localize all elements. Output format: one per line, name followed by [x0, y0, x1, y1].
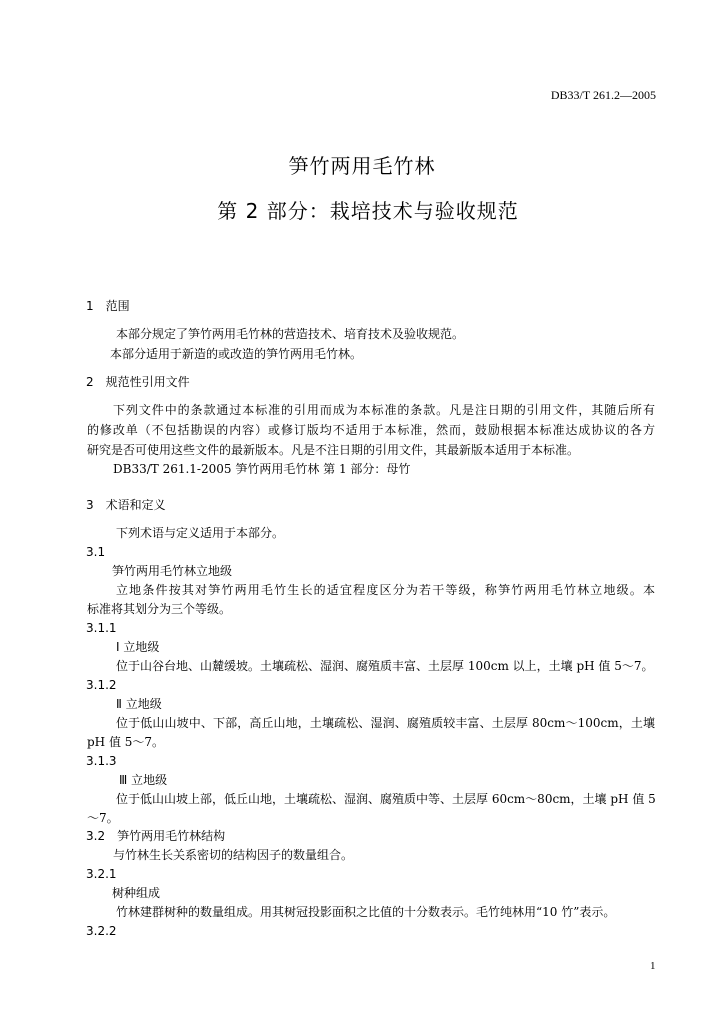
text-line: pH 值 5～7。	[87, 735, 165, 749]
text-line: Ⅱ 立地级	[116, 697, 162, 711]
text-line: 3.1.1	[86, 621, 117, 635]
text-line: 笋竹两用毛竹林立地级	[112, 564, 233, 578]
text-line: 位于低山山坡上部，低丘山地，土壤疏松、湿润、腐殖质中等、土层厚 60cm～80cm，土壤 pH 值 5	[116, 792, 656, 806]
text-line: 3.2.1	[86, 867, 117, 881]
text-line: 的修改单（不包括勘误的内容）或修订版均不适用于本标准，然而，鼓励根据本标准达成协议的各方	[87, 423, 655, 437]
text-line: Ⅰ 立地级	[116, 640, 160, 654]
text-line: 位于低山山坡中、下部，高丘山地，土壤疏松、湿润、腐殖质较丰富、土层厚 80cm～100cm，土壤	[116, 716, 655, 730]
standard-code: DB33/T 261.2—2005	[550, 88, 656, 102]
text-line: 位于山谷台地、山麓缓坡。土壤疏松、湿润、腐殖质丰富、土层厚 100cm 以上，土壤 pH 值 5～7。	[116, 659, 654, 673]
text-line: 下列文件中的条款通过本标准的引用而成为本标准的条款。凡是注日期的引用文件，其随后所有	[113, 403, 655, 417]
text-line: 本部分规定了笋竹两用毛竹林的营造技术、培育技术及验收规范。	[116, 327, 465, 341]
text-line: 2 规范性引用文件	[86, 375, 190, 389]
text-line: 竹林建群树种的数量组成。用其树冠投影面积之比值的十分数表示。毛竹纯林用“10 竹”表示。	[116, 905, 616, 919]
page-number: 1	[650, 960, 656, 972]
text-line: ～7。	[87, 811, 119, 825]
text-line: 3.2 笋竹两用毛竹林结构	[86, 829, 226, 843]
text-line: 研究是否可使用这些文件的最新版本。凡是不注日期的引用文件，其最新版本适用于本标准。	[87, 443, 580, 457]
text-line: 树种组成	[112, 886, 161, 900]
text-line: 3.1	[86, 545, 106, 559]
text-line: 3.2.2	[86, 924, 117, 938]
document-subtitle: 第 2 部分：栽培技术与验收规范	[217, 199, 519, 223]
text-line: 下列术语与定义适用于本部分。	[116, 526, 285, 540]
text-line: 本部分适用于新造的或改造的笋竹两用毛竹林。	[110, 347, 363, 361]
text-line: 与竹林生长关系密切的结构因子的数量组合。	[113, 848, 354, 862]
text-line: 3 术语和定义	[86, 498, 166, 512]
text-line: 3.1.3	[86, 754, 117, 768]
text-line: 立地条件按其对笋竹两用毛竹生长的适宜程度区分为若干等级，称笋竹两用毛竹林立地级。本	[116, 583, 655, 597]
text-line: Ⅲ 立地级	[119, 773, 168, 787]
text-line: 3.1.2	[86, 678, 117, 692]
document-title: 笋竹两用毛竹林	[288, 154, 436, 178]
text-line: 标准将其划分为三个等级。	[87, 602, 232, 616]
text-line: 1 范围	[86, 299, 130, 313]
text-line: DB33/T 261.1-2005 笋竹两用毛竹林 第 1 部分：母竹	[113, 462, 411, 476]
